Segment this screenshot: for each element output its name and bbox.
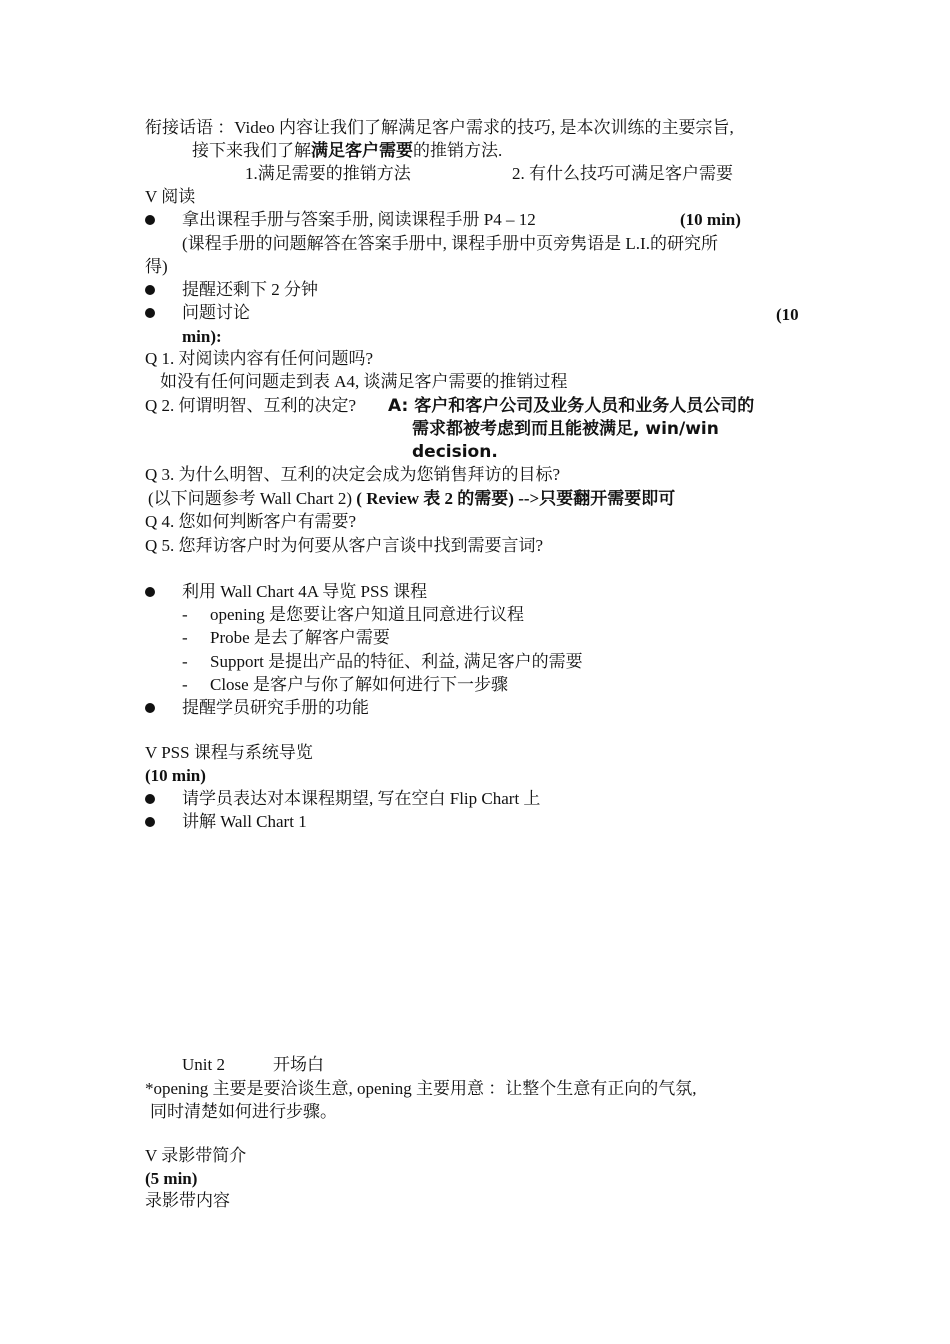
question-3-note-bold: ( Review 表 2 的需要) -->只要翻开需要即可 xyxy=(356,489,676,508)
intro-point-2: 2. 有什么技巧可满足客户需要 xyxy=(512,164,733,183)
intro-line-2-bold: 满足客户需要 xyxy=(311,141,413,160)
question-1-note: 如没有任何问题走到表 A4, 谈满足客户需要的推销过程 xyxy=(160,372,568,391)
overview-time: (10 min) xyxy=(145,766,206,785)
reading-bullet-3-time-2: min): xyxy=(182,327,222,346)
question-3-note-pre: (以下问题参考 Wall Chart 2) xyxy=(148,489,353,508)
intro-line-2 xyxy=(192,140,502,162)
question-2-answer-1: A: 客户和客户公司及业务人员和业务人员公司的 xyxy=(388,396,755,416)
pss-sub-item-3: Support 是提出产品的特征、利益, 满足客户的需要 xyxy=(210,652,583,671)
video-time: (5 min) xyxy=(145,1169,198,1188)
question-2-answer-3: decision. xyxy=(412,442,498,462)
reading-note-line-1: (课程手册的问题解答在答案手册中, 课程手册中页旁隽语是 L.I.的研究所 xyxy=(182,234,718,253)
bullet-icon xyxy=(145,817,155,827)
reading-bullet-3-text: 问题讨论 xyxy=(182,303,250,322)
intro-point-1: 1.满足需要的推销方法 xyxy=(245,164,411,183)
reading-heading: V 阅读 xyxy=(145,187,196,206)
unit-label: Unit 2 xyxy=(182,1055,225,1074)
video-heading: V 录影带简介 xyxy=(145,1146,247,1165)
pss-sub-item-4: Close 是客户与你了解如何进行下一步骤 xyxy=(210,675,508,694)
question-2: Q 2. 何谓明智、互利的决定? xyxy=(145,396,357,415)
overview-bullet-2-text: 讲解 Wall Chart 1 xyxy=(182,812,307,831)
unit-line-1: *opening 主要是要洽谈生意, opening 主要用意 ：让整个生意有正向的气氛, xyxy=(145,1079,697,1098)
intro-line-2-pre: 接下来我们了解 xyxy=(192,141,311,160)
reading-note-line-2: 得) xyxy=(145,257,168,276)
video-content: 录影带内容 xyxy=(145,1191,230,1210)
pss-bullet-1-text: 利用 Wall Chart 4A 导览 PSS 课程 xyxy=(182,582,428,601)
question-3-note xyxy=(148,488,675,510)
reading-bullet-3-time-1: (10 xyxy=(776,305,799,324)
overview-bullet-1-text: 请学员表达对本课程期望, 写在空白 Flip Chart 上 xyxy=(182,789,541,808)
reading-bullet-1-time: (10 min) xyxy=(680,210,741,229)
bullet-icon xyxy=(145,285,155,295)
reading-bullet-2-text: 提醒还剩下 2 分钟 xyxy=(182,280,318,299)
unit-line-2: 同时清楚如何进行步骤。 xyxy=(150,1102,337,1121)
question-2-answer-2: 需求都被考虑到而且能被满足, win/win xyxy=(412,419,719,439)
reading-bullet-1-text: 拿出课程手册与答案手册, 阅读课程手册 P4 – 12 xyxy=(182,210,536,229)
intro-line-1: 衔接话语 ：Video 内容让我们了解满足客户需求的技巧, 是本次训练的主要宗旨, xyxy=(145,118,734,137)
unit-title: 开场白 xyxy=(273,1055,324,1074)
bullet-icon xyxy=(145,794,155,804)
pss-bullet-2-text: 提醒学员研究手册的功能 xyxy=(182,698,369,717)
bullet-icon xyxy=(145,308,155,318)
question-1: Q 1. 对阅读内容有任何问题吗? xyxy=(145,349,374,368)
overview-heading: V PSS 课程与系统导览 xyxy=(145,743,313,762)
pss-sub-item-2: Probe 是去了解客户需要 xyxy=(210,628,390,647)
question-5: Q 5. 您拜访客户时为何要从客户言谈中找到需要言词? xyxy=(145,536,544,555)
bullet-icon xyxy=(145,587,155,597)
bullet-icon xyxy=(145,215,155,225)
dash-icon: - xyxy=(182,628,188,647)
dash-icon: - xyxy=(182,605,188,624)
question-4: Q 4. 您如何判断客户有需要? xyxy=(145,512,357,531)
question-3: Q 3. 为什么明智、互利的决定会成为您销售拜访的目标? xyxy=(145,465,561,484)
dash-icon: - xyxy=(182,675,188,694)
pss-sub-item-1: opening 是您要让客户知道且同意进行议程 xyxy=(210,605,525,624)
dash-icon: - xyxy=(182,652,188,671)
bullet-icon xyxy=(145,703,155,713)
intro-line-2-post: 的推销方法. xyxy=(413,141,503,160)
